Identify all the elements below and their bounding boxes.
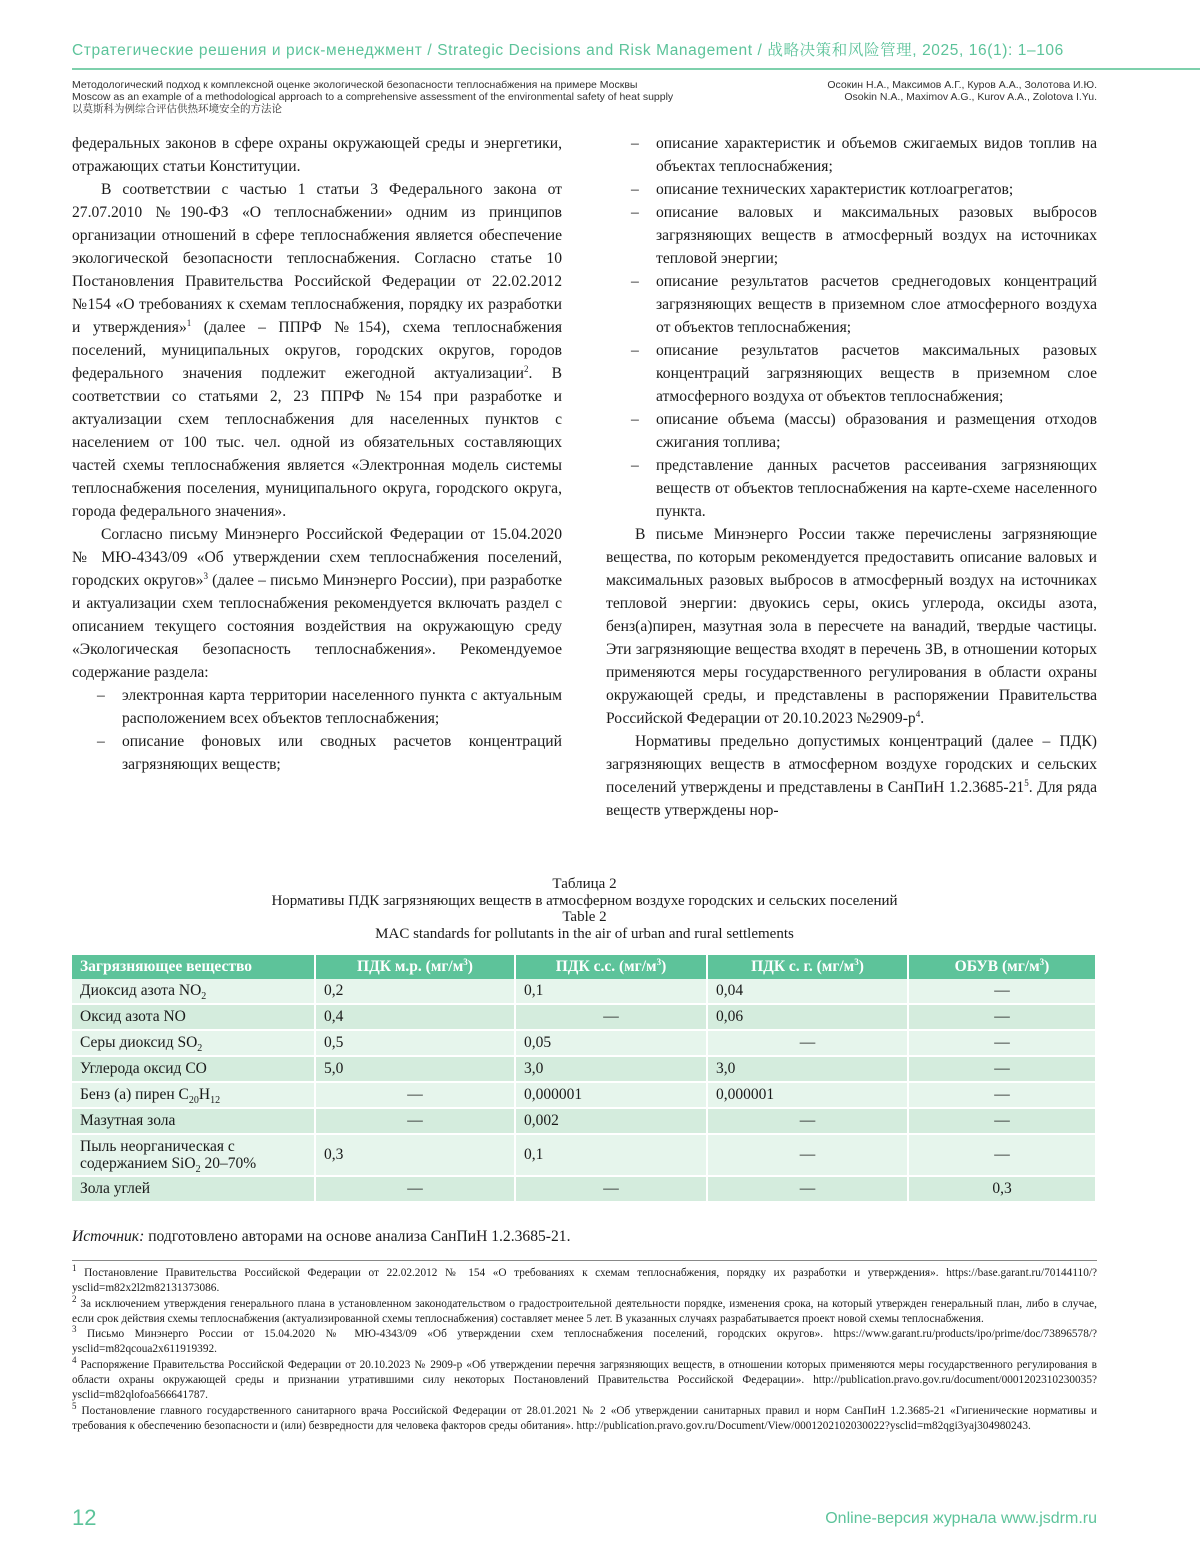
- cell-ss: 0,002: [515, 1108, 707, 1134]
- cell-ss: 0,1: [515, 1134, 707, 1176]
- recommended-content-list-cont: [606, 132, 1097, 523]
- list-item: – описание результатов расчетов максимальных разовых концентраций загрязняющих веществ в приземном слое атмосферного воздуха от объектов теплоснабжения;: [606, 339, 1097, 408]
- cell-ss: —: [515, 1004, 707, 1030]
- table-row: [72, 1134, 1096, 1176]
- footnote-ref: 3: [203, 570, 208, 581]
- footnote-text: За исключением утверждения генерального плана в установленном законодательством о градостроительной деятельности порядке, изменения срока, на который утвержден генеральный план, либо в случае, если срок действия схемы теплоснабжения (актуализированной схемы теплоснабжения) составляет менее 5 лет. В указанных случаях разрабатывается проект новой схемы теплоснабжения.: [72, 1297, 1097, 1325]
- paragraph: [606, 730, 1097, 822]
- subscript: 2: [195, 1164, 201, 1176]
- paragraph: федеральных законов в сфере охраны окружающей среды и энергетики, отражающих статьи Конституции.: [72, 135, 562, 175]
- cell-sg: 0,04: [707, 979, 908, 1004]
- text-span: В соответствии с частью 1 статьи 3 Федерального закона от 27.07.2010 №190-ФЗ «О теплоснабжении» одним из принципов организации отношений в сфере теплоснабжения является обеспечение экологической безопасности теплоснабжения. Согласно статье 10 Постановления Правительства Российской Федерации от 22.02.2012 №154 «О требованиях к схемам теплоснабжения, порядку их разработки и утверждения»: [72, 181, 562, 336]
- table-title-en: MAC standards for pollutants in the air of urban and rural settlements: [375, 925, 794, 942]
- header-rule: [72, 68, 1200, 70]
- cell-sg: 3,0: [707, 1056, 908, 1082]
- table-row: [72, 1056, 1096, 1082]
- cell-ss: —: [515, 1176, 707, 1202]
- header-obuv: [908, 955, 1096, 979]
- footnote-number: 4: [72, 1355, 77, 1366]
- online-version-link[interactable]: Online-версия журнала www.jsdrm.ru: [825, 1510, 1097, 1527]
- cell-substance: [72, 1030, 315, 1056]
- header-sg: [707, 955, 908, 979]
- table-header-row: [72, 955, 1096, 979]
- table-row: [72, 979, 1096, 1004]
- list-item: – описание технических характеристик котлоагрегатов;: [606, 178, 1097, 201]
- header-ss: [515, 955, 707, 979]
- recommended-content-list: [72, 684, 562, 776]
- table-row: [72, 1108, 1096, 1134]
- source-text: подготовлено авторами на основе анализа СанПиН 1.2.3685-21.: [144, 1228, 571, 1245]
- text-span: Нормативы предельно допустимых концентраций (далее – ПДК) загрязняющих веществ в атмосферном воздухе городских и сельских поселений утверждены и представлены в СанПиН 1.2.3685-21: [606, 733, 1097, 796]
- substance-name: Бенз (а) пирен C: [80, 1086, 189, 1103]
- header-text: ПДК с. г. (мг/м: [751, 958, 855, 975]
- footnote-ref: 4: [915, 708, 921, 719]
- cell-obuv: —: [908, 1030, 1096, 1056]
- authors-en: Osokin N.A., Maximov A.G., Kurov A.A., Zolotova I.Yu.: [844, 91, 1097, 103]
- list-item: – описание результатов расчетов среднегодовых концентраций загрязняющих веществ в приземном слое атмосферного воздуха от объектов теплоснабжения;: [606, 270, 1097, 339]
- cell-sg: —: [707, 1134, 908, 1176]
- paragraph: [606, 523, 1097, 730]
- table-label-en: Table 2: [562, 909, 607, 925]
- cell-mr: —: [315, 1176, 515, 1202]
- cell-obuv: —: [908, 1056, 1096, 1082]
- header-close: ): [661, 958, 667, 975]
- journal-header: Стратегические решения и риск-менеджмент / Strategic Decisions and Risk Management / 战略决策和风险管理, 2025, 16(1): 1–106: [72, 42, 1064, 59]
- text-span: Согласно письму Минэнерго Российской Федерации от 15.04.2020 № МЮ-4343/09 «Об утверждении схем теплоснабжения поселений, городских округов»: [72, 526, 562, 589]
- page-number: 12: [72, 1505, 97, 1530]
- footnote-text: Распоряжение Правительства Российской Федерации от 20.10.2023 № 2909-р «Об утверждении перечня загрязняющих веществ, в отношении которых применяются меры государственного регулирования в области охраны окружающей среды и признании утратившими силу некоторых Постановлений Правительства Российской Федерации». http://publication.pravo.gov.ru/document/0001202310230035?ysclid=m82qlofoa566641787.: [72, 1358, 1097, 1402]
- authors-ru: Осокин Н.А., Максимов А.Г., Куров А.А., Золотова И.Ю.: [827, 79, 1097, 91]
- footnote-number: 2: [72, 1293, 77, 1304]
- cell-sg: —: [707, 1176, 908, 1202]
- table-caption: [72, 876, 1097, 942]
- unit-superscript: 3: [854, 956, 859, 967]
- substance-name: Серы диоксид SO: [80, 1034, 198, 1051]
- cell-sg: —: [707, 1108, 908, 1134]
- cell-substance: Мазутная зола: [72, 1108, 315, 1134]
- list-item: – описание характеристик и объемов сжигаемых видов топлив на объектах теплоснабжения;: [606, 132, 1097, 178]
- list-item: – представление данных расчетов рассеивания загрязняющих веществ от объектов теплоснабжения на карте-схеме населенного пункта.: [606, 454, 1097, 523]
- footnote-ref: 2: [523, 363, 529, 374]
- cell-obuv: —: [908, 979, 1096, 1004]
- footnotes: [72, 1263, 1097, 1434]
- header-close: ): [467, 958, 473, 975]
- header-text: ОБУВ (мг/м: [954, 958, 1040, 975]
- source-label: Источник:: [72, 1228, 145, 1245]
- running-title: [72, 79, 673, 115]
- paragraph: [72, 178, 562, 523]
- subscript: 12: [210, 1095, 221, 1107]
- running-title-ru: Методологический подход к комплексной оценке экологической безопасности теплоснабжения на примере Москвы: [72, 79, 638, 91]
- header-close: ): [1044, 958, 1050, 975]
- cell-sg: 0,000001: [707, 1082, 908, 1108]
- cell-mr: 5,0: [315, 1056, 515, 1082]
- cell-ss: 3,0: [515, 1056, 707, 1082]
- cell-mr: —: [315, 1108, 515, 1134]
- text-span: (далее – письмо Минэнерго России), при разработке и актуализации схем теплоснабжения рекомендуется включать раздел с описанием текущего состояния воздействия на окружающую среду «Экологическая безопасность теплоснабжения». Рекомендуемое содержание раздела:: [72, 572, 562, 681]
- cell-sg: —: [707, 1030, 908, 1056]
- cell-substance: [72, 1134, 315, 1176]
- substance-name: Пыль неорганическая с содержанием SiO: [80, 1138, 235, 1172]
- right-column: [606, 132, 1097, 822]
- cell-obuv: —: [908, 1082, 1096, 1108]
- footnote-ref: 5: [1024, 777, 1029, 788]
- cell-substance: [72, 1082, 315, 1108]
- pollutants-table: [72, 955, 1097, 1203]
- cell-substance: [72, 979, 315, 1004]
- header-substance: Загрязняющее вещество: [72, 955, 315, 979]
- footnote: [72, 1263, 1097, 1297]
- list-item: – описание объема (массы) образования и размещения отходов сжигания топлива;: [606, 408, 1097, 454]
- footnote-ref: 1: [186, 317, 192, 328]
- cell-substance: Углерода оксид CO: [72, 1056, 315, 1082]
- cell-mr: 0,4: [315, 1004, 515, 1030]
- footnote-number: 1: [72, 1263, 77, 1274]
- footnote: [72, 1355, 1097, 1404]
- subscript: 2: [197, 1043, 203, 1055]
- substance-name: Диоксид азота NO: [80, 982, 202, 999]
- cell-ss: 0,1: [515, 979, 707, 1004]
- cell-mr: —: [315, 1082, 515, 1108]
- footnote-text: Постановление Правительства Российской Федерации от 22.02.2012 № 154 «О требованиях к схемам теплоснабжения, порядку их разработки и утверждения». https://base.garant.ru/70144110/?ysclid=m82x2l2m82131373086.: [72, 1267, 1097, 1295]
- paragraph: [72, 523, 562, 684]
- cell-obuv: —: [908, 1108, 1096, 1134]
- substance-name-cont: H: [198, 1086, 211, 1103]
- cell-obuv: 0,3: [908, 1176, 1096, 1202]
- footnote-number: 3: [72, 1324, 77, 1335]
- running-title-en: Moscow as an example of a methodological approach to a comprehensive assessment of the environmental safety of heat supply: [72, 91, 674, 103]
- header-text: ПДК с.с. (мг/м: [555, 958, 657, 975]
- cell-substance: Оксид азота NO: [72, 1004, 315, 1030]
- cell-ss: 0,05: [515, 1030, 707, 1056]
- table-source: [72, 1228, 571, 1246]
- footnote-number: 5: [72, 1400, 77, 1411]
- running-title-zh: 以莫斯科为例综合评估供热环境安全的方法论: [72, 103, 282, 115]
- unit-superscript: 3: [463, 956, 468, 967]
- footnote-text: Постановление главного государственного санитарного врача Российской Федерации от 28.01.2021 № 2 «Об утверждении санитарных правил и норм СанПиН 1.2.3685-21 «Гигиенические нормативы и требования к обеспечению безопасности и (или) безвредности для человека факторов среды обитания». http://publication.pravo.gov.ru/Document/View/0001202102030022?ysclid=m82qgi3yaj304980243.: [72, 1404, 1097, 1432]
- list-item: – описание фоновых или сводных расчетов концентраций загрязняющих веществ;: [72, 730, 562, 776]
- cell-mr: 0,2: [315, 979, 515, 1004]
- cell-obuv: —: [908, 1004, 1096, 1030]
- list-item: – описание валовых и максимальных разовых выбросов загрязняющих веществ в атмосферный воздух на источниках тепловой энергии;: [606, 201, 1097, 270]
- subscript: 2: [201, 991, 207, 1003]
- cell-mr: 0,3: [315, 1134, 515, 1176]
- header-mr: [315, 955, 515, 979]
- text-span: (далее – ППРФ №154), схема теплоснабжения поселений, муниципальных округов, городских округов, городов федерального значения подлежит ежегодной актуализации: [72, 319, 562, 382]
- cell-mr: 0,5: [315, 1030, 515, 1056]
- footnote: [72, 1324, 1097, 1358]
- mac-table: [72, 955, 1097, 1203]
- text-span: . В соответствии со статьями 2, 23 ППРФ №154 при разработке и актуализации схем теплоснабжения для населенных пунктов с населением от 100 тыс. чел. одной из обязательных составляющих частей схемы теплоснабжения является «Электронная модель системы теплоснабжения поселения, муниципального округа, городского округа, города федерального значения».: [72, 365, 562, 520]
- text-span: В письме Минэнерго России также перечислены загрязняющие вещества, по которым рекомендуется предоставить описание валовых и максимальных разовых выбросов в атмосферный воздух на источниках тепловой энергии: двуокись серы, окись углерода, оксиды азота, бенз(а)пирен, мазутная зола в пересчете на ванадий, твердые частицы. Эти загрязняющие вещества входят в перечень ЗВ, в отношении которых применяются меры государственного регулирования в области охраны окружающей среды, и представлены в распоряжении Правительства Российской Федерации от 20.10.2023 №2909-р: [606, 526, 1097, 727]
- unit-superscript: 3: [656, 956, 662, 967]
- subscript: 20: [188, 1095, 199, 1107]
- footnote: [72, 1293, 1097, 1328]
- cell-substance: Зола углей: [72, 1176, 315, 1202]
- footnote-divider: [72, 1260, 1097, 1261]
- header-text: ПДК м.р. (мг/м: [357, 958, 464, 975]
- table-row: [72, 1082, 1096, 1108]
- cell-ss: 0,000001: [515, 1082, 707, 1108]
- header-close: ): [858, 958, 864, 975]
- running-authors: [827, 79, 1097, 103]
- footnote: [72, 1400, 1097, 1435]
- cell-obuv: —: [908, 1134, 1096, 1176]
- text-span: .: [920, 710, 925, 727]
- substance-name-cont: 20–70%: [200, 1155, 257, 1172]
- table-label-ru: Таблица 2: [552, 876, 617, 892]
- table-row: [72, 1004, 1096, 1030]
- list-item: – электронная карта территории населенного пункта с актуальным расположением всех объектов теплоснабжения;: [72, 684, 562, 730]
- table-row: [72, 1176, 1096, 1202]
- cell-sg: 0,06: [707, 1004, 908, 1030]
- left-column: [72, 132, 562, 776]
- text-span: . Для ряда веществ утверждены нор-: [606, 779, 1097, 819]
- table-row: [72, 1030, 1096, 1056]
- footnote-text: Письмо Минэнерго России от 15.04.2020 № МЮ-4343/09 «Об утверждении схем теплоснабжения поселений, городских округов». https://www.garant.ru/products/ipo/prime/doc/73896578/?ysclid=m82qcoua2x611919392.: [72, 1328, 1097, 1356]
- table-title-ru: Нормативы ПДК загрязняющих веществ в атмосферном воздухе городских и сельских поселений: [271, 892, 898, 909]
- unit-superscript: 3: [1039, 956, 1045, 967]
